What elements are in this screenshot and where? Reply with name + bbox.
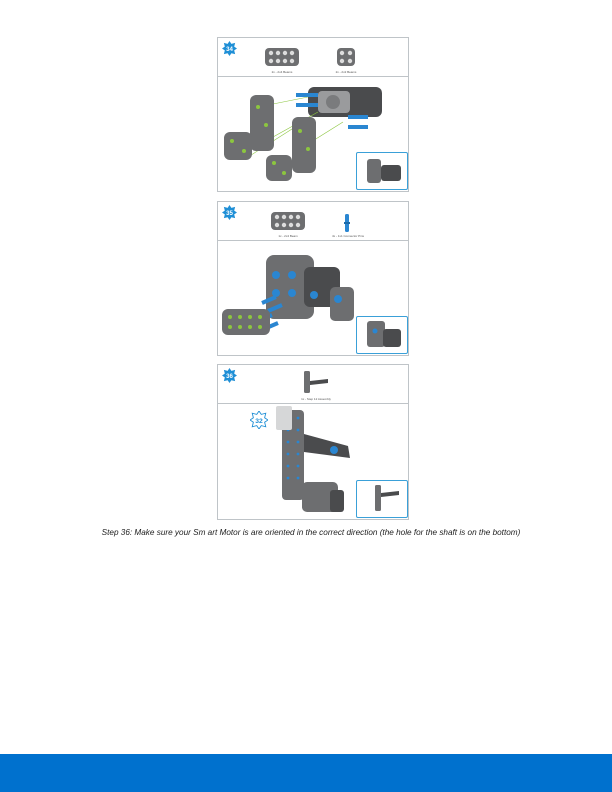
detail-inset	[356, 480, 408, 518]
step-caption: Step 36: Make sure your Sm art Motor is are oriented in the correct direction (the hole for the shaft is on the bottom)	[101, 528, 521, 537]
part-label: 1x - Step 12 Assembly	[301, 397, 331, 401]
beam-2x4-part-icon	[270, 211, 306, 231]
step-number: 34	[226, 45, 233, 53]
part-label: 2x - 2x2 Beams	[335, 70, 357, 74]
step-number-badge	[222, 41, 237, 56]
beam-2x4-part-icon	[264, 47, 300, 67]
callout-badge	[250, 411, 268, 429]
step-number-badge	[222, 205, 237, 220]
step-number: 36	[226, 372, 233, 380]
connector-pin-part-icon	[343, 214, 351, 232]
step-35-panel	[217, 201, 409, 356]
step-number-badge	[222, 368, 237, 383]
callout-number: 32	[255, 417, 263, 425]
step-number: 35	[226, 209, 233, 217]
part-label: 2x - 2x4 Beams	[271, 70, 293, 74]
step-12-assembly-part-icon	[300, 369, 332, 395]
detail-inset	[356, 152, 408, 190]
parts-list	[218, 365, 408, 404]
part-label: 4x - 1x1 Connector Pins	[331, 234, 365, 238]
parts-list	[218, 202, 408, 241]
footer-bar-fill	[0, 754, 612, 792]
beam-2x2-part-icon	[336, 47, 356, 67]
parts-list	[218, 38, 408, 77]
step-36-panel	[217, 364, 409, 520]
detail-inset	[356, 316, 408, 354]
footer-bar	[0, 754, 612, 792]
step-34-panel	[217, 37, 409, 192]
part-label: 1x - 2x4 Beam	[278, 234, 298, 238]
